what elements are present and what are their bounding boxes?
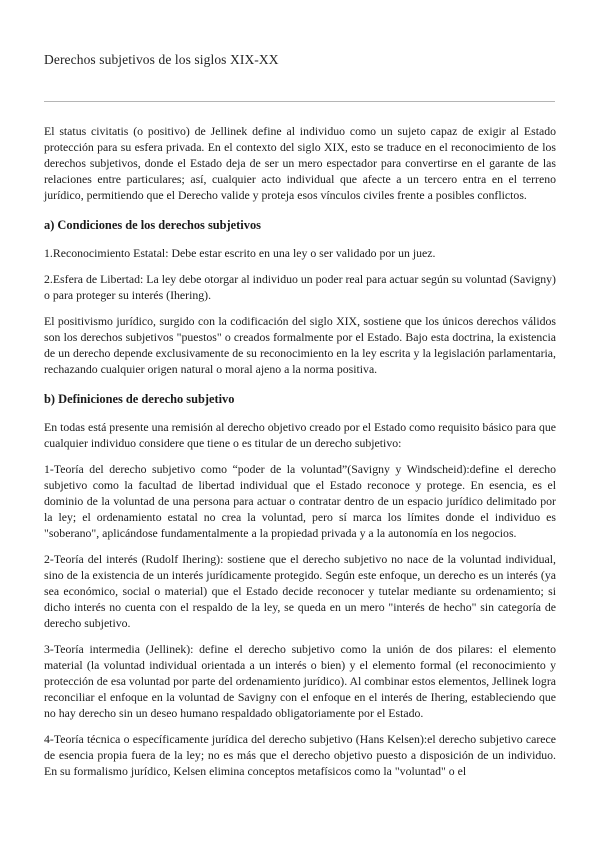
section-b-item-4: 4-Teoría técnica o específicamente jurídica del derecho subjetivo (Hans Kelsen):el derecho subjetivo carece de esencia propia fuera de la ley; no es más que el derecho objetivo puesto a disposición de un individuo. En su formalismo jurídico, Kelsen elimina conceptos metafísicos como la "voluntad" o el [44,732,556,778]
section-b-item-2: 2-Teoría del interés (Rudolf Ihering): sostiene que el derecho subjetivo no nace de la voluntad individual, sino de la existencia de un interés jurídicamente protegido. Según este enfoque, un derecho es un interés (ya sea económico, social o material) que el Estado decide reconocer y tutelar mediante su ordenamiento; si dicho interés no cuenta con el respaldo de la ley, se queda en un mero "interés de hecho" sin categoría de derecho subjetivo. [44,552,556,630]
section-a-item-2: 2.Esfera de Libertad: La ley debe otorgar al individuo un poder real para actuar según su voluntad (Savigny) o para proteger su interés (Ihering). [44,272,556,302]
section-b-heading: b) Definiciones de derecho subjetivo [44,392,235,406]
section-b-intro: En todas está presente una remisión al derecho objetivo creado por el Estado como requisito básico para que cualquier individuo considere que tiene o es titular de un derecho subjetivo: [44,420,556,450]
section-b-item-1: 1-Teoría del derecho subjetivo como “poder de la voluntad”(Savigny y Windscheid):define el derecho subjetivo como la facultad de libertad individual que el Estado reconoce y protege. En esencia, es el dominio de la voluntad de una persona para actuar o contratar dentro de un espacio jurídico delimitado por la ley; el ordenamiento estatal no crea la voluntad, pero sí marca los límites donde el individuo es "soberano", aplicándose fundamentalmente a la propiedad privada y a la autonomía en los negocios. [44,462,556,540]
document-body [44,123,556,789]
section-a-item-1: 1.Reconocimiento Estatal: Debe estar escrito en una ley o ser validado por un juez. [44,246,436,260]
document-title: Derechos subjetivos de los siglos XIX-XX [44,52,279,67]
title-divider [44,101,555,102]
section-b-item-3: 3-Teoría intermedia (Jellinek): define el derecho subjetivo como la unión de dos pilares: el elemento material (la voluntad individual orientada a un interés o bien) y el elemento formal (el reconocimiento y protección de esa voluntad por parte del ordenamiento jurídico). Al combinar estos elementos, Jellinek logra reconciliar el enfoque en la voluntad de Savigny con el enfoque en el interés de Ihering, estableciendo que no hay derecho sin un deseo humano respaldado obligatoriamente por el Estado. [44,642,556,720]
intro-paragraph: El status civitatis (o positivo) de Jellinek define al individuo como un sujeto capaz de exigir al Estado protección para su esfera privada. En el contexto del siglo XIX, esto se traduce en el reconocimiento de los derechos subjetivos, donde el Estado deja de ser un mero espectador para convertirse en el garante de las relaciones entre particulares; así, cualquier acto individual que afecte a un tercero entra en el terreno jurídico, permitiendo que el Derecho valide y proteja esos vínculos civiles frente a posibles conflictos. [44,124,556,202]
section-a-paragraph: El positivismo jurídico, surgido con la codificación del siglo XIX, sostiene que los únicos derechos válidos son los derechos subjetivos "puestos" o creados formalmente por el Estado. Bajo esta doctrina, la existencia de un derecho depende exclusivamente de su reconocimiento en la ley escrita y la legislación parlamentaria, rechazando cualquier origen natural o moral ajeno a la norma positiva. [44,314,556,376]
section-a-heading: a) Condiciones de los derechos subjetivos [44,218,261,232]
